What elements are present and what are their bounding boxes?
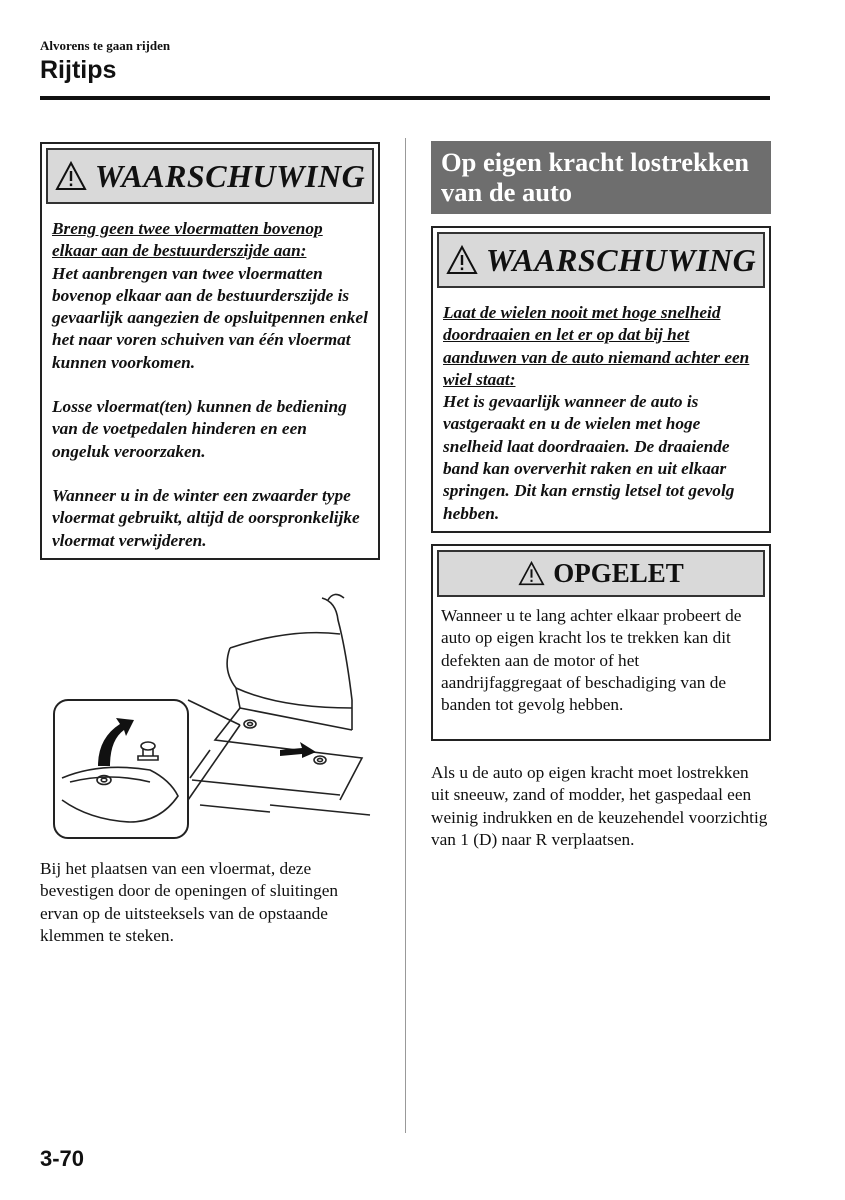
warning-triangle-icon — [55, 161, 87, 191]
warning-paragraph-3: Wanneer u in de winter een zwaarder type vloermat gebruikt, altijd de oorspronkelijke vloermat verwijderen. — [52, 485, 360, 550]
warning-box-wheels — [431, 226, 771, 533]
warning-header — [46, 148, 374, 204]
warning-paragraph-2: Losse vloermat(ten) kunnen de bediening van de voetpedalen hinderen en een ongeluk veroorzaken. — [52, 397, 347, 461]
header-divider — [40, 96, 770, 100]
page-number: 3-70 — [40, 1146, 85, 1171]
warning-text: Het is gevaarlijk wanneer de auto is vastgeraakt en u de wielen met hoge snelheid laat doordraaien. De draaiende band kan oververhit raken en uit elkaar springen. Dit kan ernstig letsel tot gevolg hebben. — [443, 392, 735, 523]
warning-triangle-icon — [446, 245, 478, 275]
warning-paragraph — [443, 302, 759, 525]
warning-box-floor-mats — [40, 142, 380, 560]
warning-triangle-icon — [518, 561, 545, 586]
warning-title: WAARSCHUWING — [94, 157, 366, 194]
section-label: Alvorens te gaan rijden — [40, 38, 171, 53]
floor-mat-instructions: Bij het plaatsen van een vloermat, deze bevestigen door de openingen of sluitingen ervan op de uitsteeksels van de opstaande klemmen te steken. — [40, 859, 339, 945]
floor-mat-clip-illustration — [40, 590, 380, 840]
column-divider — [405, 138, 406, 1133]
caution-text: Wanneer u te lang achter elkaar probeert de auto op eigen kracht los te trekken kan dit defekten aan de motor of het aandrijfaggregaat of beschadiging van de banden tot gevolg hebben. — [441, 606, 742, 715]
caution-header — [437, 550, 765, 597]
warning-header — [437, 232, 765, 288]
caution-title: OPGELET — [553, 558, 684, 588]
warning-heading: Breng geen twee vloermatten bovenop elkaar aan de bestuurderszijde aan: — [52, 219, 323, 261]
section-heading: Op eigen kracht lostrekken van de auto — [431, 141, 771, 214]
page-title: Rijtips — [40, 56, 117, 84]
warning-title: WAARSCHUWING — [485, 241, 757, 278]
warning-text: Het aanbrengen van twee vloermatten bovenop elkaar aan de bestuurderszijde is gevaarlijk aangezien de opsluitpennen enkel het naar voren schuiven van één vloermat kunnen voorkomen. — [52, 263, 368, 372]
caution-box — [431, 544, 771, 741]
warning-paragraph-1 — [52, 218, 368, 374]
warning-heading: Laat de wielen nooit met hoge snelheid doordraaien en let er op dat bij het aanduwen van de auto niemand achter een wiel staat: — [443, 303, 750, 389]
rocking-instructions: Als u de auto op eigen kracht moet lostrekken uit sneeuw, zand of modder, het gaspedaal een weinig indrukken en de keuzehendel voorzichtig van 1 (D) naar R verplaatsen. — [431, 763, 768, 849]
